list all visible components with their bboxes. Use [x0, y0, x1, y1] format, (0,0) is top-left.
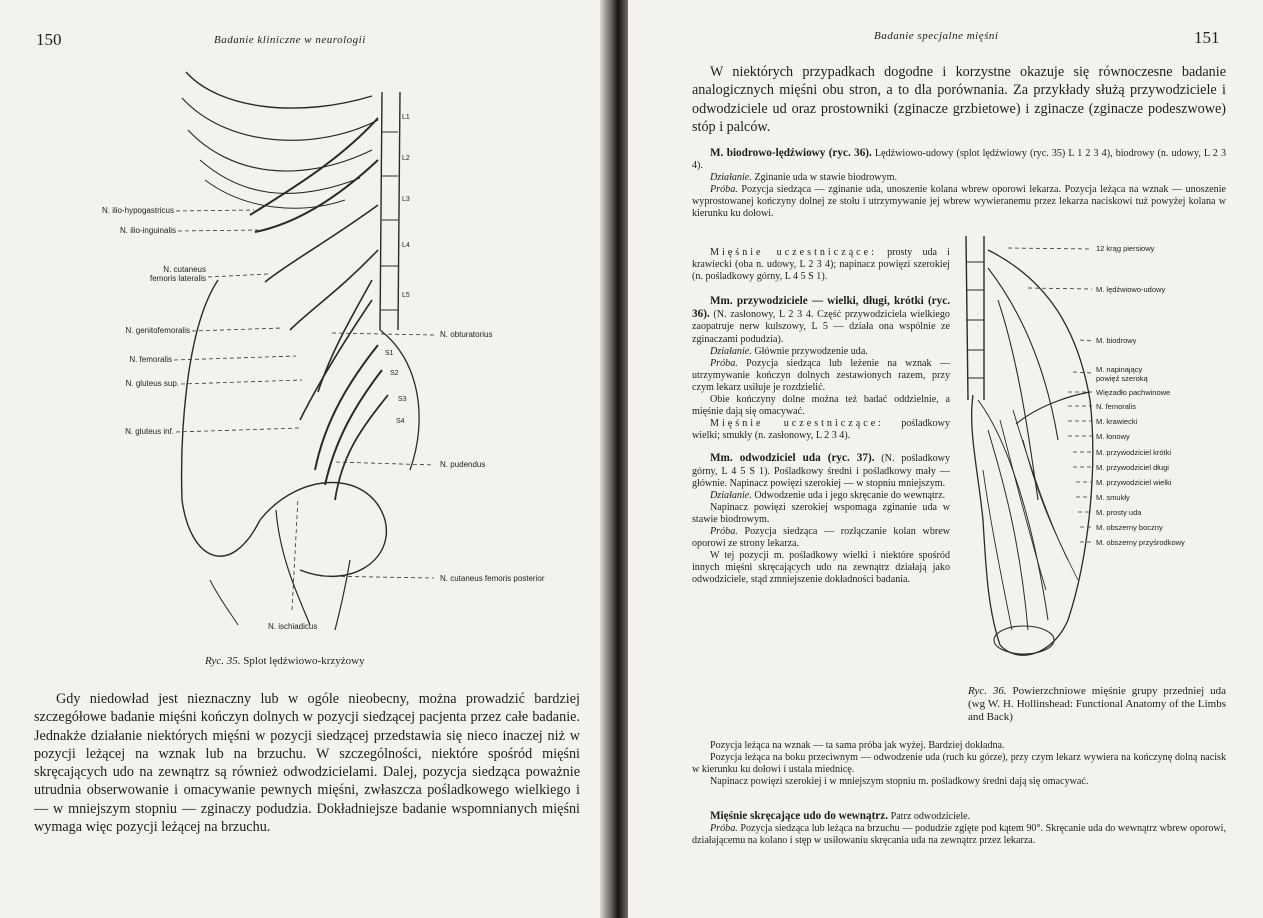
section-heading-rest: Patrz odwodziciele.	[890, 811, 971, 822]
figure-label: N. cutaneus	[163, 265, 206, 274]
figure-label: M. biodrowy	[1096, 336, 1137, 345]
caption-prefix: Ryc. 35.	[205, 655, 241, 667]
intro-paragraph: W niektórych przypadkach dogodne i korzystne okazuje się równoczesne badanie analogicznych mięśni obu stron, a to dla porównania. Za przykłady służą przywodziciele i odwodziciele ud oraz prostowniki (zginacze grzbietowe) i zginacze (zginacze podeszwowe) stóp i palców.	[692, 64, 1226, 135]
extra-text: Obie kończyny dolne można też badać oddzielnie, a mięśnie dają się omacywać.	[692, 394, 950, 418]
caption-text: Powierzchniowe mięśnie grupy przedniej uda (wg W. H. Hollinshead: Functional Anatomy of the Limbs and Back)	[968, 685, 1226, 723]
test-label: Próba.	[710, 357, 738, 369]
figure-label: N. gluteus inf.	[125, 427, 174, 436]
vertebra-label: L2	[402, 155, 410, 162]
figure-label: N. femoralis	[1096, 402, 1137, 411]
section-heading-rest: (N. pośladkowy górny, L 4 5 S 1). Pośladkowy średni i pośladkowy mały — głównie. Napinacz powięzi szerokiej — w stopniu mniejszym.	[692, 453, 951, 489]
action-text: Odwodzenie uda i jego skręcanie do wewnątrz.	[754, 489, 946, 501]
figure-label: M. łonowy	[1096, 432, 1130, 441]
vertebra-label: S1	[385, 350, 394, 357]
position-note: W tej pozycji m. pośladkowy wielki i niektóre spośród innych mięśni skręcających udo na zewnątrz działają jako odwodziciele, stąd zmniejszenie dokładności badania.	[692, 550, 950, 586]
figure-label: M. lędźwiowo-udowy	[1096, 285, 1166, 294]
figure-label: N. obturatorius	[440, 330, 493, 339]
supine-text: Pozycja leżąca na wznak — ta sama próba jak wyżej. Bardziej dokładna.	[710, 740, 1005, 751]
vertebra-label: L3	[402, 196, 410, 203]
section-heading: Mięśnie skręcające udo do wewnątrz.	[710, 810, 889, 822]
vertebra-label: S4	[396, 418, 405, 425]
figure-caption	[205, 655, 365, 667]
figure-label: M. prosty uda	[1096, 508, 1142, 517]
figure-label: M. przywodziciel długi	[1096, 463, 1169, 472]
vertebra-label: L1	[402, 114, 410, 121]
test-text: Pozycja siedząca lub leżąca na brzuchu — podudzie zgięte pod kątem 90°. Skręcanie uda do wewnątrz wbrew oporowi, działającemu na kolano i stęp w usiłowaniu skręcania uda na zewnątrz przez lekarza.	[692, 823, 1227, 847]
test-text: Pozycja siedząca lub leżenie na wznak — utrzymywanie kończyn dolnych zestawionych razem, przy czym lekarz usiłuje je rozdzielić.	[692, 357, 950, 393]
figure-label: N. gluteus sup.	[125, 379, 179, 388]
action-text: Zginanie uda w stawie biodrowym.	[754, 172, 897, 184]
vertebra-label: L4	[402, 242, 410, 249]
vertebra-label: L5	[402, 292, 410, 299]
participating-label: Mięśnie uczestniczące:	[710, 247, 877, 258]
page-number: 150	[36, 30, 62, 49]
caption-text: Splot lędźwiowo-krzyżowy	[243, 655, 365, 667]
test-text: Pozycja siedząca — zginanie uda, unoszenie kolana wbrew oporowi lekarza. Pozycja leżąca na wznak — unoszenie wyprostowanej kończyny dolnej ze stołu i utrzymywanie jej wbrew wywieranemu przez lekarza naciskowi tuż powyżej kolana w kierunku ku dołowi.	[692, 184, 1226, 220]
figure-label: N. ilio-inguinalis	[119, 226, 176, 235]
section-heading: Mm. przywodziciele — wielki, długi, krótki (ryc. 36).	[692, 295, 950, 321]
section-heading: M. biodrowo-lędźwiowy (ryc. 36).	[710, 147, 872, 159]
action-label: Działanie.	[710, 345, 752, 357]
body-paragraph: Gdy niedowład jest nieznaczny lub w ogóle nieobecny, można prowadzić bardziej szczegółowe badanie mięśni kończyn dolnych w pozycji siedzącej pacjenta przez całe badanie. Jednakże działanie niektórych mięśni w pozycji siedzącej przedstawia się nieco inaczej niż w pozycji leżącej na wznak lub na brzuchu. W szczególności, niektóre spośród mięśni skręcających udo na zewnątrz są również odwodzicielami. Dalej, pozycja siedząca poważnie utrudnia obserwowanie i omacywanie pewnych mięśni, zwłaszcza pośladkowego wielkiego i — w mniejszym stopniu — zginaczy podudzia. Dokładniejsze badanie wspomnianych mięśni wymaga więc pozycji leżącej na brzuchu.	[34, 691, 580, 836]
section-heading-rest: Lędźwiowo-udowy (splot lędźwiowy (ryc. 35) L 1 2 3 4), biodrowy (n. udowy, L 2 3 4).	[692, 148, 1226, 172]
lumbosacral-plexus-illustration	[0, 0, 610, 660]
right-page	[628, 0, 1263, 918]
section-heading-rest: (N. zasłonowy, L 2 3 4. Część przywodziciela wielkiego zaopatruje nerw kulszowy, L 5 — działa ona wspólnie ze zginaczami podudzia).	[692, 309, 950, 345]
action-label: Działanie.	[710, 172, 752, 184]
vertebra-label: S3	[398, 396, 407, 403]
vertebra-label: S2	[390, 370, 399, 377]
test-label: Próba.	[710, 184, 738, 196]
figure-label: femoris lateralis	[149, 274, 206, 283]
test-text: Pozycja siedząca — rozłączanie kolan wbrew oporowi ze strony lekarza.	[692, 525, 950, 550]
figure-label: N. pudendus	[440, 460, 486, 469]
test-label: Próba.	[710, 525, 738, 537]
tensor-text: Napinacz powięzi szerokiej wspomaga zginanie uda w stawie biodrowym.	[692, 501, 950, 525]
figure-label: N. femoralis	[129, 355, 172, 364]
figure-label: Więzadło pachwinowe	[1096, 388, 1171, 397]
thigh-muscles-illustration	[628, 0, 1263, 918]
figure-label: N. genitofemoralis	[125, 326, 190, 335]
figure-label: M. napinający	[1096, 365, 1143, 374]
figure-label: 12 krąg piersiowy	[1096, 244, 1155, 253]
figure-label: powięź szeroką	[1096, 374, 1148, 383]
figure-label: N. ilio-hypogastricus	[101, 206, 174, 215]
participating-text: pośladkowy wielki; smukły (n. zasłonowy, L 2 3 4).	[692, 418, 950, 442]
figure-label: N. cutaneus femoris posterior	[440, 574, 545, 583]
section-heading: Mm. odwodziciel uda (ryc. 37).	[710, 452, 875, 465]
figure-caption	[968, 685, 1226, 724]
figure-label: M. obszerny boczny	[1096, 523, 1163, 532]
figure-label: M. przywodziciel wielki	[1096, 478, 1172, 487]
palpation-text: Napinacz powięzi szerokiej i w mniejszym stopniu m. pośladkowy średni dają się omacywać.	[710, 776, 1089, 788]
running-head: Badanie kliniczne w neurologii	[214, 34, 366, 46]
figure-label: M. przywodziciel krótki	[1096, 448, 1172, 457]
page-number: 151	[1194, 28, 1220, 47]
side-lying-text: Pozycja leżąca na boku przeciwnym — odwodzenie uda (ruch ku górze), przy czym lekarz wywiera na kończynę dolną nacisk w kierunku ku dołowi i ustala miednicę.	[692, 752, 1226, 776]
action-text: Głównie przywodzenie uda.	[754, 345, 868, 357]
caption-prefix: Ryc. 36.	[968, 685, 1007, 697]
left-page	[0, 0, 610, 918]
running-head: Badanie specjalne mięśni	[874, 30, 999, 42]
participating-text: prosty uda i krawiecki (oba n. udowy, L 2 3 4); napinacz powięzi szerokiej (n. pośladkowy górny, L 4 5 S 1).	[692, 247, 950, 283]
figure-label: M. krawiecki	[1096, 417, 1138, 426]
participating-label: Mięśnie uczestniczące:	[710, 418, 884, 430]
figure-label: N. ischiadicus	[268, 622, 318, 631]
action-label: Działanie.	[710, 489, 752, 501]
figure-label: M. obszerny przyśrodkowy	[1096, 538, 1185, 547]
figure-label: M. smukły	[1096, 493, 1130, 502]
test-label: Próba.	[710, 823, 738, 835]
